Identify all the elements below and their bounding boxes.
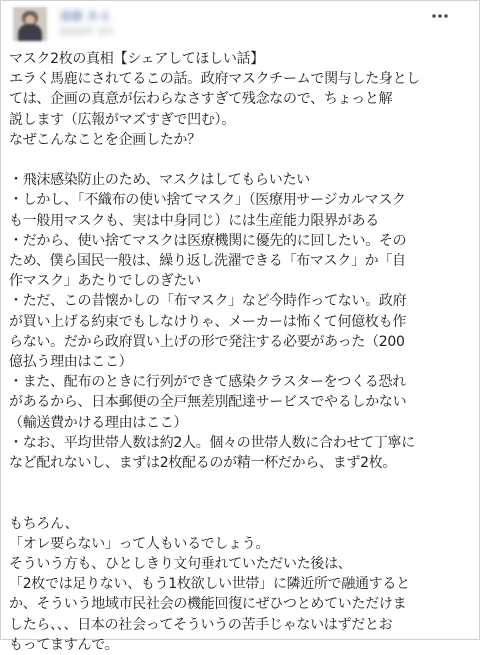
post-line: ・また、配布のときに行列ができて感染クラスターをつくる恐れ bbox=[9, 374, 406, 391]
post-line: か、そういう地域市民社会の機能回復にぜひつとめていただけま bbox=[9, 596, 407, 613]
post-line: もちろん、 bbox=[9, 515, 79, 532]
post-line: ・ただ、この昔懐かしの「布マスク」など今時作ってない。政府 bbox=[9, 293, 407, 310]
post-line: （輸送費かける理由はここ） bbox=[9, 414, 188, 431]
post-line: なぜこんなことを企画したか？ bbox=[9, 131, 201, 148]
post-line: ・なお、平均世帯人数は約2人。個々の世帯人数に合わせて丁寧に bbox=[9, 434, 415, 451]
post-line: もってますんで。 bbox=[9, 636, 119, 653]
post-line: そういう方も、ひとしきり文句垂れていただいた後は、 bbox=[9, 556, 352, 573]
post-line: したら、、、日本の社会ってそういうの苦手じゃないはずだとお bbox=[9, 616, 393, 633]
post-line: ため、僕ら国民一般は、繰り返し洗濯できる「布マスク」か「自 bbox=[9, 253, 406, 270]
post-line: も一般用マスクも、実は中身同じ）には生産能力限界がある bbox=[9, 212, 379, 229]
post-line: が買い上げる約束でもしなけりゃ、メーカーは怖くて何億枚も作 bbox=[9, 313, 407, 330]
avatar[interactable] bbox=[13, 7, 47, 41]
post-line: があるから、日本郵便の全戸無差別配達サービスでやるしかない bbox=[9, 394, 407, 411]
ellipsis-horizontal-icon bbox=[429, 5, 451, 27]
post-body bbox=[9, 49, 474, 655]
post-line: 億払う理由はここ） bbox=[9, 354, 133, 371]
post-header bbox=[1, 1, 479, 51]
post-timestamp[interactable]: 2020年 3月 bbox=[59, 27, 114, 38]
post-line: マスク2枚の真相【シェアしてほしい話】 bbox=[9, 51, 264, 67]
post-line: ・だから、使い捨てマスクは医療機関に優先的に回したい。その bbox=[9, 232, 407, 249]
blank-line bbox=[9, 493, 474, 513]
blank-line bbox=[9, 473, 474, 493]
post-line: など配れないし、まずは2枚配るのが精一杯だから、まず2枚。 bbox=[9, 455, 397, 472]
post-line: 説します（広報がマズすぎで凹む）。 bbox=[9, 111, 235, 128]
post-line: 「オレ要らない」って人もいるでしょう。 bbox=[9, 535, 270, 552]
post-line: らない。だから政府買い上げの形で発注する必要があった（200 bbox=[9, 333, 405, 350]
more-options-button[interactable] bbox=[429, 5, 451, 27]
author-name[interactable]: 遠藤 ある bbox=[59, 9, 111, 23]
post-line: 「2枚では足りない、もう1枚欲しい世帯」に隣近所で融通すると bbox=[9, 576, 410, 593]
post-line: ・飛沫感染防止のため、マスクはしてもらいたい bbox=[9, 172, 310, 189]
post-line: エラく馬鹿にされてるこの話。政府マスクチームで関与した身とし bbox=[9, 71, 420, 88]
blank-line bbox=[9, 150, 474, 170]
post-line: 作マスク」あたりでしのぎたい bbox=[9, 273, 201, 290]
post-line: ては、企画の真意が伝わらなさすぎて残念なので、ちょっと解 bbox=[9, 91, 393, 108]
post-line: ・しかし、「不織布の使い捨てマスク」（医療用サージカルマスク bbox=[9, 192, 406, 209]
